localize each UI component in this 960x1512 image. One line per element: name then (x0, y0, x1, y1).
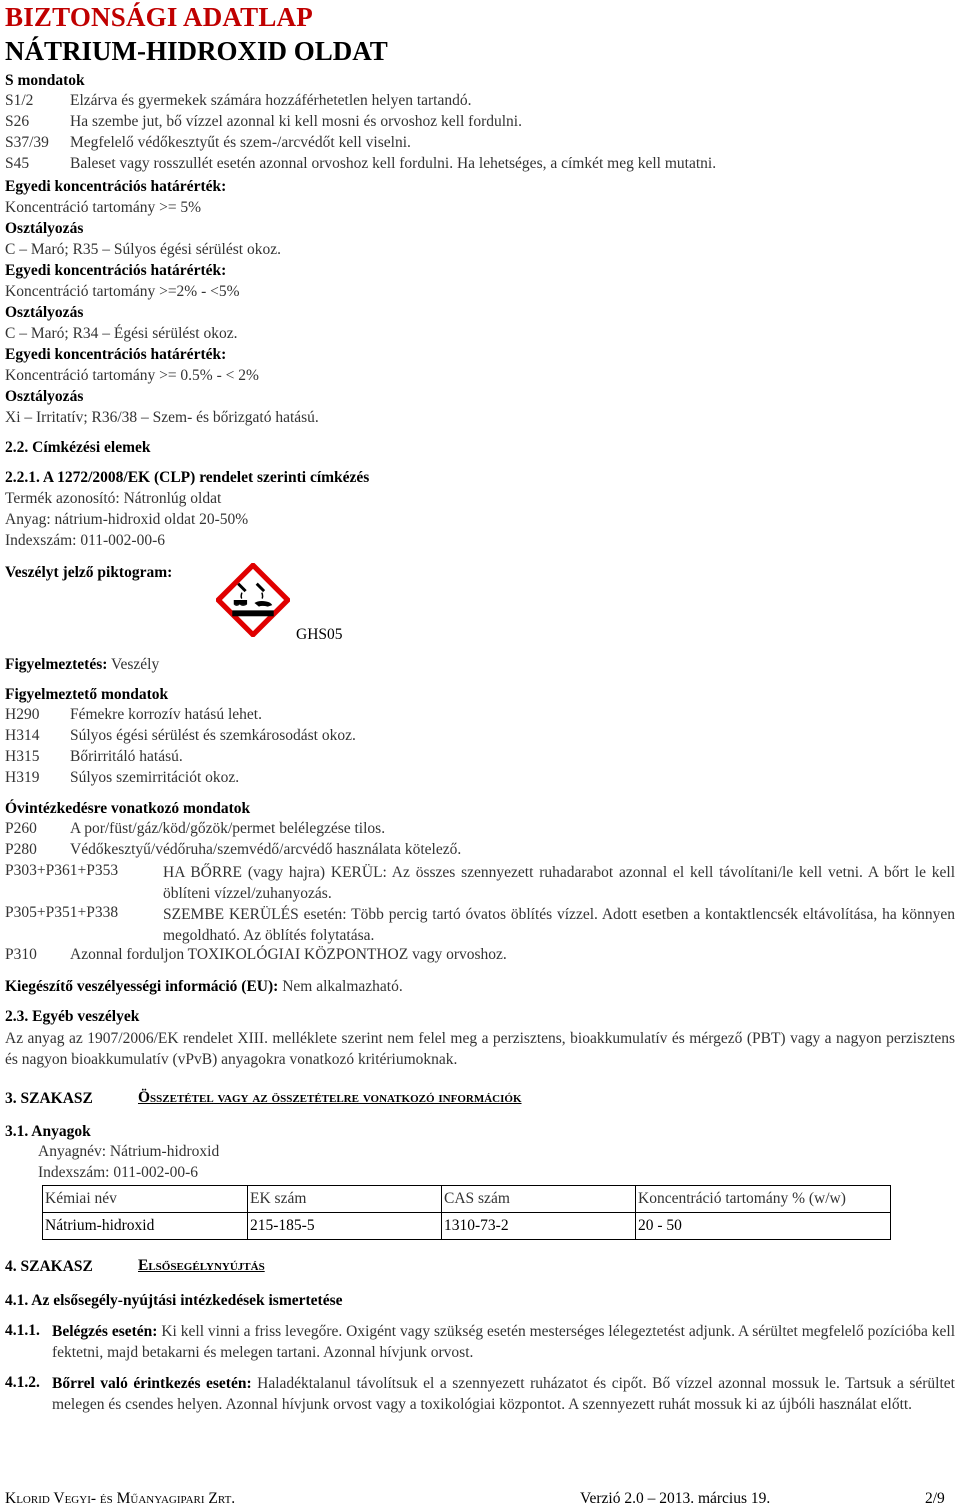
signal-word-line (5, 655, 159, 675)
product-identifier: Termék azonosító: Nátronlúg oldat (5, 490, 222, 507)
precautionary-heading: Óvintézkedésre vonatkozó mondatok (5, 800, 251, 817)
section-4-1-heading: 4.1. Az elsősegély-nyújtási intézkedések ismertetése (5, 1292, 343, 1309)
s-phrase-code: S37/39 (5, 134, 49, 151)
p-statement-code: P305+P351+P338 (5, 904, 119, 921)
classification-text: Xi – Irritatív; R36/38 – Szem- és bőrizgató hatású. (5, 409, 319, 426)
section-3-title: Összetétel vagy az összetételre vonatkozó információk (138, 1089, 522, 1106)
h-statement-code: H290 (5, 706, 40, 723)
s-phrase-text: Elzárva és gyermekek számára hozzáférhetetlen helyen tartandó. (70, 92, 472, 109)
s-phrase-text: Ha szembe jut, bő vízzel azonnal ki kell mosni és orvoshoz kell fordulni. (70, 113, 522, 130)
pictogram-label: Veszélyt jelző piktogram: (5, 564, 173, 581)
p-statement-code: P303+P361+P353 (5, 862, 119, 879)
section-3-1-heading: 3.1. Anyagok (5, 1123, 91, 1140)
s-phrase-code: S26 (5, 113, 30, 130)
classification-text: C – Maró; R34 – Égési sérülést okoz. (5, 325, 238, 342)
footer-page-number: 2/9 (925, 1490, 945, 1507)
p-statement-code: P280 (5, 841, 37, 858)
classification-heading: Osztályozás (5, 304, 84, 321)
pictogram-code: GHS05 (296, 626, 343, 643)
table-cell: 20 - 50 (636, 1213, 891, 1240)
h-statement-text: Súlyos égési sérülést és szemkárosodást okoz. (70, 727, 356, 744)
skin-label: Bőrrel való érintkezés esetén: (52, 1375, 252, 1392)
p-statement-text: Védőkesztyű/védőruha/szemvédő/arcvédő használata kötelező. (70, 841, 462, 858)
h-statement-code: H319 (5, 769, 40, 786)
substance-line: Anyag: nátrium-hidroxid oldat 20-50% (5, 511, 249, 528)
substance-name: Anyagnév: Nátrium-hidroxid (38, 1143, 220, 1160)
other-hazards-text: Az anyag az 1907/2006/EK rendelet XIII. melléklete szerint nem felel meg a perzisztens, bioakkumulatív és mérgező (PBT) vagy a nagyon perzisztens és nagyon bioakkumulatív (vPvB) anyagokra vonatkozó kritériumoknak. (5, 1030, 955, 1068)
signal-word-value: Veszély (107, 656, 160, 673)
p-statement-code: P260 (5, 820, 37, 837)
skin-paragraph (52, 1373, 955, 1415)
limit-range: Koncentráció tartomány >=2% - <5% (5, 283, 240, 300)
h-statement-text: Bőrirritáló hatású. (70, 748, 183, 765)
h-statement-code: H314 (5, 727, 40, 744)
p-statement-text: SZEMBE KERÜLÉS esetén: Több percig tartó óvatos öblítés vízzel. Adott esetben a kontaktlencsék eltávolítása, ha könnyen megoldható. Az öblítés folytatása. (163, 906, 955, 944)
p-statement-code: P310 (5, 946, 37, 963)
s-phrase-code: S45 (5, 155, 30, 172)
other-hazards-heading: 2.3. Egyéb veszélyek (5, 1008, 140, 1025)
section-4-title: Elsősegélynyújtás (138, 1257, 265, 1274)
table-cell: 215-185-5 (248, 1213, 442, 1240)
p-statement-text: A por/füst/gáz/köd/gőzök/permet belélegzése tilos. (70, 820, 386, 837)
s-phrase-text: Baleset vagy rosszullét esetén azonnal orvoshoz kell fordulni. Ha lehetséges, a címkét meg kell mutatni. (70, 155, 717, 172)
inhalation-text: Ki kell vinni a friss levegőre. Oxigént vagy szükség esetén mesterséges lélegeztetést adjunk. A sérültet megfelelő pozícióba kell fektetni, majd betakarni és melegen tartani. Azonnal hívjunk orvost. (52, 1323, 956, 1361)
clp-heading: 2.2.1. A 1272/2008/EK (CLP) rendelet szerinti címkézés (5, 469, 370, 486)
p-statement-text: HA BŐRRE (vagy hajra) KERÜL: Az összes szennyezett ruhadarabot azonnal el kell távolítani/le kell vetni. A bőrt le kell öblíteni vízzel/zuhanyozás. (163, 864, 955, 902)
inhalation-label: Belégzés esetén: (52, 1323, 158, 1340)
hazard-statements-heading: Figyelmeztető mondatok (5, 686, 169, 703)
corrosion-pictogram-icon (216, 563, 290, 637)
composition-table (42, 1185, 891, 1240)
h-statement-code: H315 (5, 748, 40, 765)
supplementary-value: Nem alkalmazható. (278, 978, 403, 995)
supplementary-label: Kiegészítő veszélyességi információ (EU): (5, 978, 279, 995)
table-header-cell: EK szám (248, 1186, 442, 1213)
limit-range: Koncentráció tartomány >= 5% (5, 199, 202, 216)
document-title: BIZTONSÁGI ADATLAP (5, 2, 313, 32)
inhalation-number: 4.1.1. (5, 1322, 40, 1339)
footer-company: Klorid Vegyi- és Műanyagipari Zrt. (5, 1490, 236, 1507)
classification-heading: Osztályozás (5, 220, 84, 237)
s-phrases-heading: S mondatok (5, 72, 85, 89)
classification-text: C – Maró; R35 – Súlyos égési sérülést okoz. (5, 241, 281, 258)
skin-number: 4.1.2. (5, 1374, 40, 1391)
label-elements-heading: 2.2. Címkézési elemek (5, 439, 151, 456)
skin-text: Haladéktalanul távolítsuk el a szennyezett ruházatot és cipőt. Bő vízzel azonnal mossuk le. Tartsuk a sérültet melegen és csendes helyen. Azonnal hívjunk orvost vagy a toxikológiai központot. A szennyezett ruhát mossuk ki az újbóli használat előtt. (52, 1375, 955, 1413)
inhalation-paragraph (52, 1321, 955, 1363)
s-phrase-text: Megfelelő védőkesztyűt és szem-/arcvédőt kell viselni. (70, 134, 411, 151)
limit-range: Koncentráció tartomány >= 0.5% - < 2% (5, 367, 259, 384)
section-4-number: 4. SZAKASZ (5, 1258, 93, 1275)
p-statement-text: Azonnal forduljon TOXIKOLÓGIAI KÖZPONTHOZ vagy orvoshoz. (70, 946, 507, 963)
h-statement-text: Fémekre korrozív hatású lehet. (70, 706, 262, 723)
substance-index: Indexszám: 011-002-00-6 (38, 1164, 198, 1181)
table-header-row (43, 1186, 891, 1213)
h-statement-text: Súlyos szemirritációt okoz. (70, 769, 240, 786)
s-phrase-code: S1/2 (5, 92, 34, 109)
limit-heading: Egyedi koncentrációs határérték: (5, 346, 227, 363)
section-3-number: 3. SZAKASZ (5, 1090, 93, 1107)
supplementary-info (5, 977, 403, 997)
limit-heading: Egyedi koncentrációs határérték: (5, 262, 227, 279)
table-header-cell: Kémiai név (43, 1186, 248, 1213)
table-cell: Nátrium-hidroxid (43, 1213, 248, 1240)
product-name: NÁTRIUM-HIDROXID OLDAT (5, 36, 388, 66)
limit-heading: Egyedi koncentrációs határérték: (5, 178, 227, 195)
index-number: Indexszám: 011-002-00-6 (5, 532, 165, 549)
table-header-cell: Koncentráció tartomány % (w/w) (636, 1186, 891, 1213)
table-cell: 1310-73-2 (442, 1213, 636, 1240)
signal-word-label: Figyelmeztetés: (5, 656, 108, 673)
table-row (43, 1213, 891, 1240)
classification-heading: Osztályozás (5, 388, 84, 405)
table-header-cell: CAS szám (442, 1186, 636, 1213)
footer-version: Verzió 2.0 – 2013. március 19. (580, 1490, 771, 1507)
